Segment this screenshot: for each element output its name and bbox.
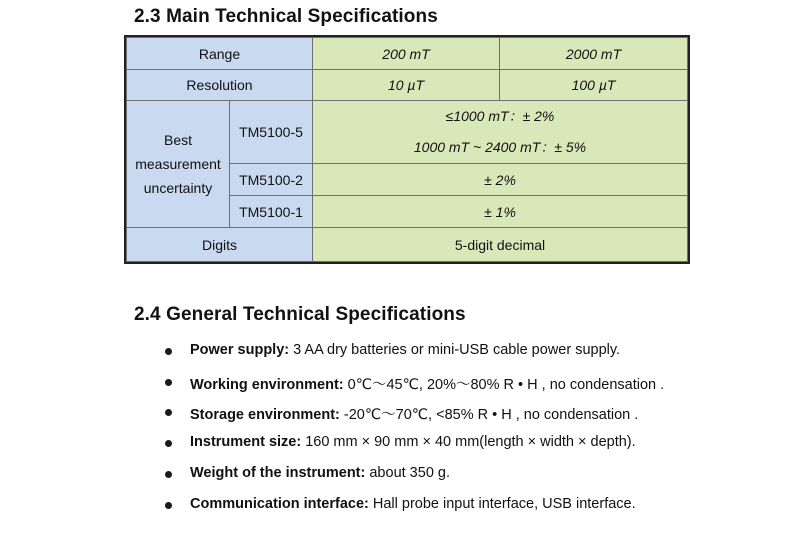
spec-value: 0℃～45℃, 20%～80% R • H , no condensation . [343,377,665,393]
bullet-icon [165,379,172,386]
resolution-label-cell: Resolution [127,70,313,101]
main-specifications-table [126,37,688,262]
bullet-icon [165,348,172,355]
model-name-1: TM5100-1 [230,196,313,228]
resolution-value-1: 10 µT [313,70,500,101]
bullet-icon [165,409,172,416]
model-5-uncertainty-line-2: 1000 mT ~ 2400 mT：± 5% [413,139,587,155]
spec-label: Weight of the instrument: [190,465,366,481]
range-label-cell: Range [127,38,313,70]
spec-label: Power supply: [190,342,290,358]
bullet-icon [165,502,172,509]
spec-value: -20℃～70℃, <85% R • H , no condensation . [339,407,639,423]
model-name-5: TM5100-5 [230,101,313,164]
uncertainty-label-cell: Best measurement uncertainty [127,101,230,228]
spec-value: 160 mm × 90 mm × 40 mm(length × width × depth). [301,434,636,450]
spec-value: Hall probe input interface, USB interface. [368,496,636,512]
digits-value-cell: 5-digit decimal [313,228,688,262]
spec-label: Working environment: [190,377,344,393]
digits-label-cell: Digits [127,228,313,262]
spec-value: about 350 g. [365,465,451,481]
model-name-2: TM5100-2 [230,164,313,196]
range-value-1: 200 mT [313,38,500,70]
bullet-icon [165,471,172,478]
table-row-range [127,38,688,70]
spec-label: Instrument size: [190,434,302,450]
model-2-uncertainty: ± 2% [313,164,688,196]
section-title-general-specs: 2.4 General Technical Specifications [134,304,466,325]
table-row-resolution [127,70,688,101]
table-row-digits [127,228,688,262]
table-row-model-5 [127,101,688,164]
model-5-uncertainty-line-1: ≤1000 mT：± 2% [445,108,555,124]
spec-label: Storage environment: [190,407,340,423]
model-1-uncertainty: ± 1% [313,196,688,228]
section-title-main-specs: 2.3 Main Technical Specifications [134,6,438,27]
bullet-icon [165,440,172,447]
range-value-2: 2000 mT [500,38,688,70]
model-5-uncertainty [313,101,688,164]
spec-value: 3 AA dry batteries or mini-USB cable power supply. [289,342,621,358]
resolution-value-2: 100 µT [500,70,688,101]
spec-label: Communication interface: [190,496,369,512]
